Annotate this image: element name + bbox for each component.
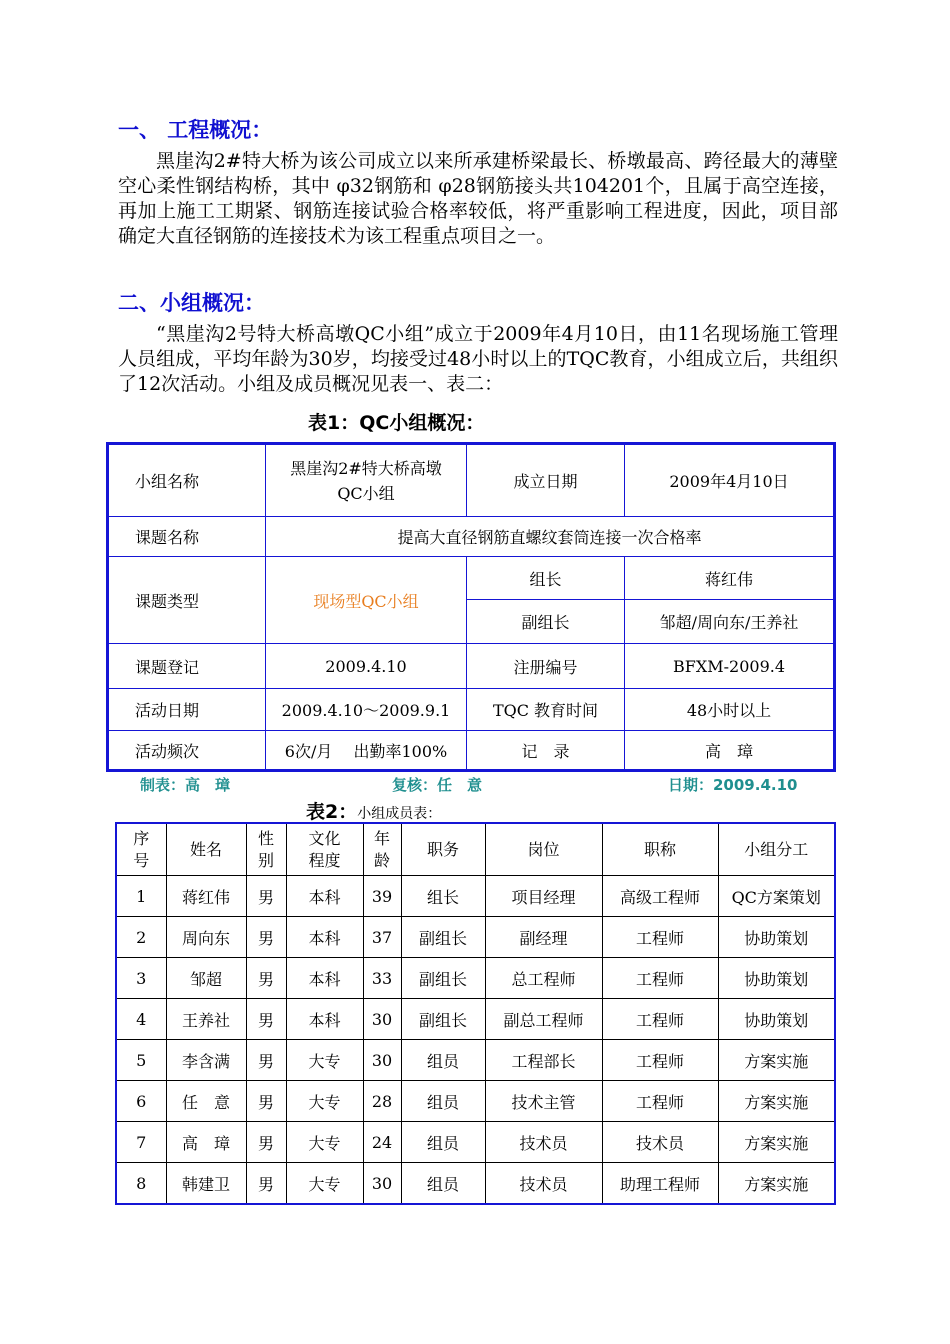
header-age: 年龄	[363, 823, 401, 876]
cell-index: 5	[116, 1040, 166, 1081]
header-gender: 性别	[246, 823, 286, 876]
cell-index: 2	[116, 917, 166, 958]
cell-title: 工程师	[602, 999, 718, 1040]
table-row	[116, 1163, 835, 1205]
cell-education: 本科	[286, 958, 363, 999]
cell-education: 本科	[286, 917, 363, 958]
cell-post: 总工程师	[485, 958, 602, 999]
cell-gender: 男	[246, 917, 286, 958]
section-heading-group: 二、小组概况：	[118, 291, 265, 315]
group-members-table	[115, 822, 836, 1205]
cell-title: 技术员	[602, 1122, 718, 1163]
cell-title: 助理工程师	[602, 1163, 718, 1205]
table-header-row	[116, 823, 835, 876]
cell-name: 邹超	[166, 958, 246, 999]
cell-age: 39	[363, 876, 401, 917]
cell-post: 项目经理	[485, 876, 602, 917]
cell-index: 7	[116, 1122, 166, 1163]
cell-title: 工程师	[602, 1040, 718, 1081]
reg-no-value: BFXM-2009.4	[625, 644, 835, 689]
cell-gender: 男	[246, 1163, 286, 1205]
record-value: 高 璋	[625, 731, 835, 771]
table2-caption-small: 小组成员表：	[357, 806, 442, 822]
cell-post: 技术主管	[485, 1081, 602, 1122]
cell-age: 30	[363, 1040, 401, 1081]
cell-education: 大专	[286, 1081, 363, 1122]
cell-duty: 组员	[401, 1081, 485, 1122]
topic-name-value: 提高大直径钢筋直螺纹套筒连接一次合格率	[266, 517, 835, 557]
table-row	[116, 1122, 835, 1163]
frequency-label: 活动频次	[108, 731, 266, 771]
leader-value: 蒋红伟	[625, 557, 835, 600]
table1-caption: 表1：QC小组概况：	[308, 412, 485, 434]
record-label: 记 录	[467, 731, 625, 771]
cell-division: 方案实施	[718, 1040, 835, 1081]
cell-division: 协助策划	[718, 917, 835, 958]
cell-gender: 男	[246, 999, 286, 1040]
found-date-value: 2009年4月10日	[625, 444, 835, 517]
cell-age: 33	[363, 958, 401, 999]
register-label: 课题登记	[108, 644, 266, 689]
cell-gender: 男	[246, 1081, 286, 1122]
cell-age: 30	[363, 999, 401, 1040]
header-title: 职称	[602, 823, 718, 876]
header-duty: 职务	[401, 823, 485, 876]
header-index: 序号	[116, 823, 166, 876]
cell-age: 30	[363, 1163, 401, 1205]
group-name-value: 黑崖沟2#特大桥高墩QC小组	[266, 444, 467, 517]
table-row	[116, 958, 835, 999]
cell-gender: 男	[246, 876, 286, 917]
table-row	[116, 876, 835, 917]
cell-division: 协助策划	[718, 999, 835, 1040]
group-overview-paragraph: “黑崖沟2号特大桥高墩QC小组”成立于2009年4月10日，由11名现场施工管理人员组成，平均年龄为30岁，均接受过48小时以上的TQC教育，小组成立后，共组织了12次活动。小组及成员概况见表一、表二：	[118, 323, 838, 395]
table-row	[116, 999, 835, 1040]
cell-title: 工程师	[602, 1081, 718, 1122]
topic-name-label: 课题名称	[108, 517, 266, 557]
cell-age: 37	[363, 917, 401, 958]
cell-post: 技术员	[485, 1163, 602, 1205]
register-value: 2009.4.10	[266, 644, 467, 689]
cell-gender: 男	[246, 1040, 286, 1081]
tqc-label: TQC 教育时间	[467, 689, 625, 731]
header-name: 姓名	[166, 823, 246, 876]
cell-index: 3	[116, 958, 166, 999]
cell-name: 蒋红伟	[166, 876, 246, 917]
header-post: 岗位	[485, 823, 602, 876]
cell-gender: 男	[246, 1122, 286, 1163]
cell-index: 8	[116, 1163, 166, 1205]
cell-duty: 副组长	[401, 917, 485, 958]
cell-education: 大专	[286, 1163, 363, 1205]
footer-reviewed-by: 复核：任 意	[392, 776, 483, 794]
cell-gender: 男	[246, 958, 286, 999]
activity-date-value: 2009.4.10～2009.9.1	[266, 689, 467, 731]
cell-name: 周向东	[166, 917, 246, 958]
table-row	[116, 917, 835, 958]
cell-name: 高 璋	[166, 1122, 246, 1163]
table2-caption	[306, 797, 441, 824]
cell-division: 方案实施	[718, 1163, 835, 1205]
frequency-value: 6次/月 出勤率100%	[266, 731, 467, 771]
found-date-label: 成立日期	[467, 444, 625, 517]
cell-division: 方案实施	[718, 1122, 835, 1163]
cell-age: 24	[363, 1122, 401, 1163]
cell-index: 1	[116, 876, 166, 917]
footer-made-by: 制表：高 璋	[140, 776, 231, 794]
footer-date: 日期：2009.4.10	[668, 776, 798, 794]
cell-title: 工程师	[602, 958, 718, 999]
cell-division: QC方案策划	[718, 876, 835, 917]
group-name-label: 小组名称	[108, 444, 266, 517]
cell-duty: 组长	[401, 876, 485, 917]
project-overview-paragraph: 黑崖沟2#特大桥为该公司成立以来所承建桥梁最长、桥墩最高、跨径最大的薄壁空心柔性钢结构桥，其中 φ32钢筋和 φ28钢筋接头共104201个，且属于高空连接，再加上施工工期紧、钢筋连接试验合格率较低，将严重影响工程进度，因此，项目部确定大直径钢筋的连接技术为该工程重点项目之一。	[118, 150, 838, 247]
cell-age: 28	[363, 1081, 401, 1122]
cell-division: 协助策划	[718, 958, 835, 999]
cell-division: 方案实施	[718, 1081, 835, 1122]
cell-education: 本科	[286, 876, 363, 917]
cell-title: 工程师	[602, 917, 718, 958]
cell-post: 工程部长	[485, 1040, 602, 1081]
cell-education: 本科	[286, 999, 363, 1040]
header-division: 小组分工	[718, 823, 835, 876]
reg-no-label: 注册编号	[467, 644, 625, 689]
cell-post: 副总工程师	[485, 999, 602, 1040]
qc-group-overview-table	[106, 442, 836, 772]
cell-duty: 副组长	[401, 999, 485, 1040]
cell-post: 技术员	[485, 1122, 602, 1163]
topic-type-value: 现场型QC小组	[266, 557, 467, 644]
cell-name: 李含满	[166, 1040, 246, 1081]
cell-name: 王养社	[166, 999, 246, 1040]
cell-index: 4	[116, 999, 166, 1040]
section-heading-project: 一、 工程概况：	[118, 118, 273, 142]
cell-post: 副经理	[485, 917, 602, 958]
cell-education: 大专	[286, 1040, 363, 1081]
cell-duty: 组员	[401, 1040, 485, 1081]
leader-label: 组长	[467, 557, 625, 600]
table-row	[116, 1081, 835, 1122]
tqc-value: 48小时以上	[625, 689, 835, 731]
cell-education: 大专	[286, 1122, 363, 1163]
table-row	[116, 1040, 835, 1081]
cell-duty: 组员	[401, 1163, 485, 1205]
topic-type-label: 课题类型	[108, 557, 266, 644]
cell-index: 6	[116, 1081, 166, 1122]
activity-date-label: 活动日期	[108, 689, 266, 731]
cell-name: 任 意	[166, 1081, 246, 1122]
cell-duty: 组员	[401, 1122, 485, 1163]
deputy-label: 副组长	[467, 600, 625, 644]
deputy-value: 邹超/周向东/王养社	[625, 600, 835, 644]
cell-title: 高级工程师	[602, 876, 718, 917]
table2-caption-bold: 表2：	[306, 801, 358, 823]
cell-duty: 副组长	[401, 958, 485, 999]
header-education: 文化程度	[286, 823, 363, 876]
cell-name: 韩建卫	[166, 1163, 246, 1205]
